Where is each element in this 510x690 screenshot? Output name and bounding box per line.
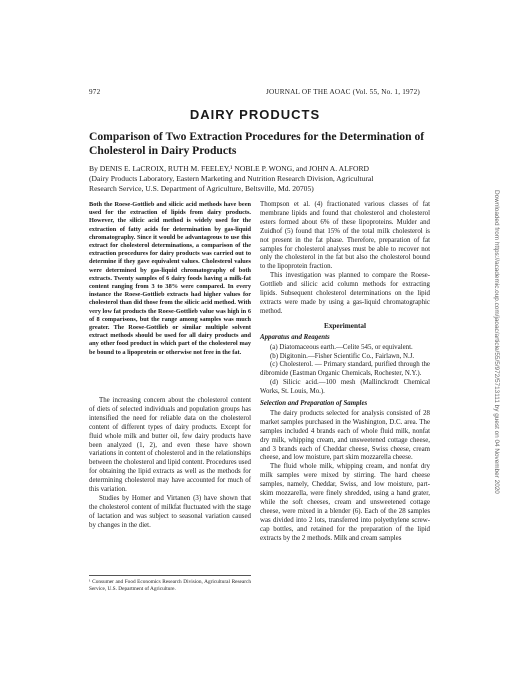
reagent-item: (a) Diatomaceous earth.—Celite 545, or equivalent.: [270, 343, 413, 351]
journal-citation: JOURNAL OF THE AOAC (Vol. 55, No. 1, 1972): [265, 88, 420, 96]
selection-heading: Selection and Preparation of Samples: [260, 400, 368, 408]
body-right-column: [260, 201, 430, 544]
reagent-item: (c) Cholesterol. — Primary standard, purified through the dibromide (Eastman Organic Chemicals, Rochester, N.Y.).: [260, 361, 430, 378]
reagent-item: (b) Digitonin.—Fisher Scientific Co., Fairlawn, N.J.: [270, 352, 415, 360]
author-line: By DENIS E. LaCROIX, RUTH M. FEELEY,¹ NOBLE P. WONG, and JOHN A. ALFORD: [89, 164, 370, 173]
article-title: Comparison of Two Extraction Procedures for the Determination of Cholesterol in Dairy Products: [89, 130, 425, 157]
affiliation-line: (Dairy Products Laboratory, Eastern Marketing and Nutrition Research Division, Agricultural: [89, 174, 374, 184]
body-paragraph: The increasing concern about the cholesterol content of diets of selected individuals and population groups has intensified the need for reliable data on the cholesterol content of different types of dairy products. Except for fluid whole milk and butter oil, few dairy products have been analyzed (1, 2), and even these have shown variations in content of cholesterol and in the relationships between the cholesterol and lipid content. Procedures used for obtaining the lipid extracts as well as the methods for determining cholesterol may have accounted for much of this variation.: [89, 397, 251, 494]
author-affiliation: [89, 164, 429, 195]
body-paragraph: The fluid whole milk, whipping cream, and nonfat dry milk samples were mixed by stirring. The hard cheese samples, namely, Cheddar, Swiss, and low moisture, part-skim mozzarella, were finely shredded, using a hand grater, while the soft cheeses, cream and unsweetened cottage cheese, were mixed in a blender (6). Each of the 28 samples was divided into 2 lots, transferred into polyethylene screw-cap bottles, and retained for the preparation of the lipid extracts by the 2 methods. Milk and cream samples: [260, 463, 430, 542]
body-paragraph: This investigation was planned to compare the Roese-Gottlieb and silicic acid column methods for extracting lipids. Subsequent cholesterol determinations on the lipid extracts were made by using a gas-liquid chromatographic method.: [260, 272, 430, 315]
body-paragraph: The dairy products selected for analysis consisted of 28 market samples purchased in the Washington, D.C. area. The samples included 4 brands each of whole fluid milk, nonfat dry milk, whipping cream, and unsweetened cottage cheese, and 3 brands each of Cheddar cheese, Swiss cheese, cream cheese, and low moisture, part skim mozzarella cheese.: [260, 409, 430, 462]
page-number: 972: [89, 88, 101, 96]
running-head: [89, 88, 420, 100]
footnote: ¹ Consumer and Food Economics Research Division, Agricultural Research Service, U.S. Department of Agriculture.: [89, 575, 251, 592]
section-heading: DAIRY PRODUCTS: [189, 107, 321, 122]
experimental-heading: Experimental: [324, 321, 366, 330]
download-notice: Downloaded from https://academic.oup.com/jaoac/article/55/5/972/5713111 by guest on 04 November 2020: [493, 190, 500, 494]
body-paragraph: Thompson et al. (4) fractionated various classes of fat membrane lipids and found that cholesterol and cholesterol esters formed about 6% of these lipoproteins. Mulder and Zuidhof (5) found that 15% of the total milk cholesterol is not present in the fat phase. Therefore, preparation of fat samples for cholesterol analyses must be able to recover not only the cholesterol in the fat but also the cholesterol bound to the lipoprotein fraction.: [260, 201, 430, 271]
body-left-column: [89, 397, 251, 531]
abstract: Both the Roese-Gottlieb and silicic acid methods have been used for the extraction of lipids from dairy products. However, the silicic acid method is widely used for the extraction of fatty acids for determination by gas-liquid chromatography. Since it would be advantageous to use this extract for cholesterol determinations, a comparison of the extraction procedures for dairy products was carried out to determine if they gave equivalent values. Cholesterol values were determined by gas-liquid chromatography of both extracts. Twenty samples of 6 dairy foods having a milk-fat content ranging from 3 to 38% were compared. In every instance the Roese-Gottlieb extracts had higher values for cholesterol than did those from the silicic acid method. With very low fat products the Roese-Gottlieb value was high in 6 of 8 comparisons, but the range among samples was much greater. The Roese-Gottlieb or similar multiple solvent extract methods should be used for all dairy products and any other food product in which part of the cholesterol may be bound to a lipoprotein or otherwise not free in the fat.: [89, 201, 251, 356]
download-watermark: [494, 190, 506, 645]
body-paragraph: Studies by Homer and Virtanen (3) have shown that the cholesterol content of milkfat fluctuated with the stage of lactation and was subject to seasonal variation caused by changes in the diet.: [89, 494, 251, 529]
reagent-item: (d) Silicic acid.—100 mesh (Mallinckrodt Chemical Works, St. Louis, Mo.).: [260, 379, 430, 396]
apparatus-heading: Apparatus and Reagents: [260, 333, 330, 341]
affiliation-line: Research Service, U.S. Department of Agriculture, Beltsville, Md. 20705): [89, 184, 314, 194]
